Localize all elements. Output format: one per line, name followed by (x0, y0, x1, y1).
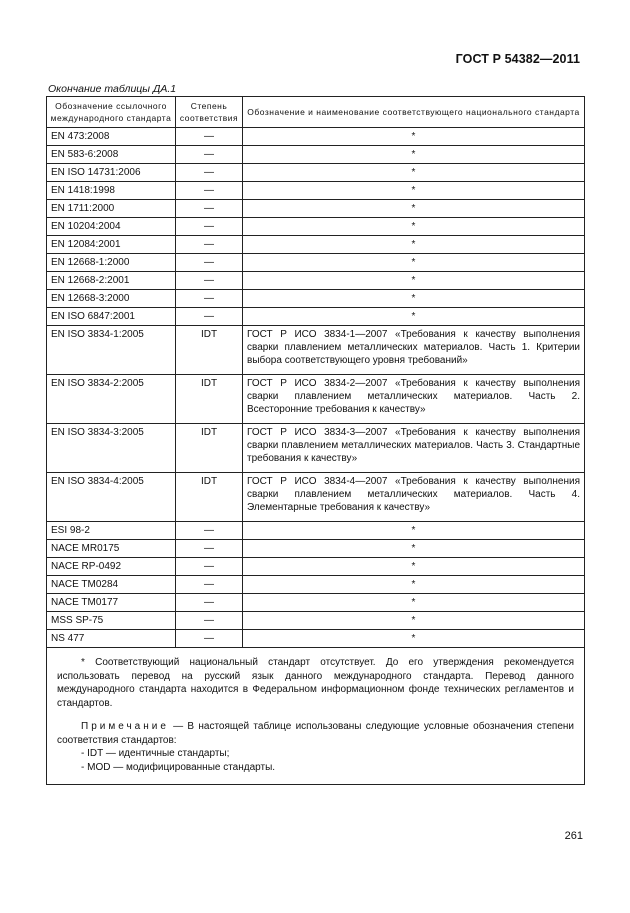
degree-cell: — (176, 254, 243, 272)
note-label: Примечание (81, 721, 169, 732)
national-standard-cell: * (243, 272, 585, 290)
national-standard-cell: * (243, 576, 585, 594)
degree-cell: — (176, 558, 243, 576)
reference-standard-cell: NACE TM0177 (47, 594, 176, 612)
reference-standard-cell: EN 12084:2001 (47, 236, 176, 254)
degree-cell: — (176, 612, 243, 630)
table-row (47, 522, 585, 540)
note-item-idt: - IDT — идентичные стандарты; (81, 748, 230, 759)
national-standard-cell: * (243, 164, 585, 182)
reference-standard-cell: NACE TM0284 (47, 576, 176, 594)
table-caption: Окончание таблицы ДА.1 (48, 83, 177, 95)
national-standard-cell: * (243, 182, 585, 200)
document-header: ГОСТ Р 54382—2011 (455, 52, 580, 66)
degree-cell: IDT (176, 473, 243, 522)
reference-standard-cell: EN ISO 3834-3:2005 (47, 424, 176, 473)
degree-cell: — (176, 594, 243, 612)
national-standard-cell: * (243, 218, 585, 236)
national-standard-cell: * (243, 308, 585, 326)
national-standard-cell: * (243, 612, 585, 630)
degree-cell: IDT (176, 326, 243, 375)
national-standard-cell: * (243, 128, 585, 146)
national-standard-cell: * (243, 254, 585, 272)
reference-standard-cell: EN 12668-2:2001 (47, 272, 176, 290)
table-row (47, 576, 585, 594)
table-row (47, 375, 585, 424)
reference-standard-cell: NS 477 (47, 630, 176, 648)
reference-standard-cell: MSS SP-75 (47, 612, 176, 630)
footnote-text: * Соответствующий национальный стандарт отсутствует. До его утверждения рекомендуется использовать перевод на русский язык данного международного стандарта. Перевод данного международного стандарта находится в Федеральном информационном фонде технических регламентов и стандартов. (57, 657, 574, 709)
reference-standard-cell: EN 583-6:2008 (47, 146, 176, 164)
reference-standard-cell: ESI 98-2 (47, 522, 176, 540)
reference-standard-cell: EN ISO 3834-1:2005 (47, 326, 176, 375)
reference-standard-cell: NACE MR0175 (47, 540, 176, 558)
national-standard-cell: * (243, 630, 585, 648)
table-row (47, 254, 585, 272)
degree-cell: — (176, 182, 243, 200)
table-row (47, 326, 585, 375)
table-row (47, 473, 585, 522)
reference-standard-cell: EN ISO 3834-4:2005 (47, 473, 176, 522)
national-standard-cell: * (243, 540, 585, 558)
table-row (47, 146, 585, 164)
note-text: — В настоящей таблице использованы следующие условные обозначения степени соответствия стандартов: (57, 721, 574, 746)
degree-cell: — (176, 272, 243, 290)
note-item-mod: - MOD — модифицированные стандарты. (81, 761, 276, 773)
column-header-degree: Степень соответствия (176, 97, 243, 128)
national-standard-cell: * (243, 522, 585, 540)
reference-standard-cell: NACE RP-0492 (47, 558, 176, 576)
table-row (47, 540, 585, 558)
degree-cell: IDT (176, 424, 243, 473)
national-standard-cell: ГОСТ Р ИСО 3834-4—2007 «Требования к качеству выполнения сварки плавлением металлических материалов. Часть 4. Элементарные требования к качеству» (243, 473, 585, 522)
reference-standard-cell: EN 12668-3:2000 (47, 290, 176, 308)
table-row (47, 594, 585, 612)
reference-standard-cell: EN 1418:1998 (47, 182, 176, 200)
reference-standard-cell: EN ISO 3834-2:2005 (47, 375, 176, 424)
degree-cell: — (176, 236, 243, 254)
note-paragraph (57, 720, 574, 747)
degree-cell: — (176, 630, 243, 648)
reference-standard-cell: EN ISO 14731:2006 (47, 164, 176, 182)
national-standard-cell: * (243, 200, 585, 218)
reference-standard-cell: EN 10204:2004 (47, 218, 176, 236)
table-row (47, 200, 585, 218)
national-standard-cell: ГОСТ Р ИСО 3834-2—2007 «Требования к качеству выполнения сварки плавлением металлических материалов. Часть 2. Всесторонние требования к качеству» (243, 375, 585, 424)
reference-standard-cell: EN 1711:2000 (47, 200, 176, 218)
table-row (47, 236, 585, 254)
degree-cell: — (176, 146, 243, 164)
table-row (47, 424, 585, 473)
degree-cell: — (176, 128, 243, 146)
table-row (47, 290, 585, 308)
table-row (47, 182, 585, 200)
national-standard-cell: * (243, 558, 585, 576)
reference-standard-cell: EN ISO 6847:2001 (47, 308, 176, 326)
column-header-national: Обозначение и наименование соответствующего национального стандарта (243, 97, 585, 128)
national-standard-cell: ГОСТ Р ИСО 3834-1—2007 «Требования к качеству выполнения сварки плавлением металлических материалов. Часть 1. Критерии выбора соответствующего уровня требований» (243, 326, 585, 375)
degree-cell: — (176, 576, 243, 594)
national-standard-cell: ГОСТ Р ИСО 3834-3—2007 «Требования к качеству выполнения сварки плавлением металлических материалов. Часть 3. Стандартные требования к качеству» (243, 424, 585, 473)
table-row (47, 128, 585, 146)
national-standard-cell: * (243, 594, 585, 612)
degree-cell: — (176, 522, 243, 540)
table-row (47, 612, 585, 630)
table-row (47, 218, 585, 236)
degree-cell: — (176, 164, 243, 182)
degree-cell: — (176, 290, 243, 308)
national-standard-cell: * (243, 146, 585, 164)
column-header-reference: Обозначение ссылочного международного стандарта (47, 97, 176, 128)
table-row (47, 558, 585, 576)
degree-cell: IDT (176, 375, 243, 424)
table-row (47, 630, 585, 648)
national-standard-cell: * (243, 236, 585, 254)
table-row (47, 308, 585, 326)
degree-cell: — (176, 540, 243, 558)
reference-standard-cell: EN 473:2008 (47, 128, 176, 146)
table-row (47, 164, 585, 182)
page-number: 261 (564, 830, 583, 842)
reference-standard-cell: EN 12668-1:2000 (47, 254, 176, 272)
table-row (47, 272, 585, 290)
degree-cell: — (176, 308, 243, 326)
national-standard-cell: * (243, 290, 585, 308)
notes-cell (47, 648, 585, 785)
degree-cell: — (176, 218, 243, 236)
degree-cell: — (176, 200, 243, 218)
standards-table (46, 96, 585, 785)
